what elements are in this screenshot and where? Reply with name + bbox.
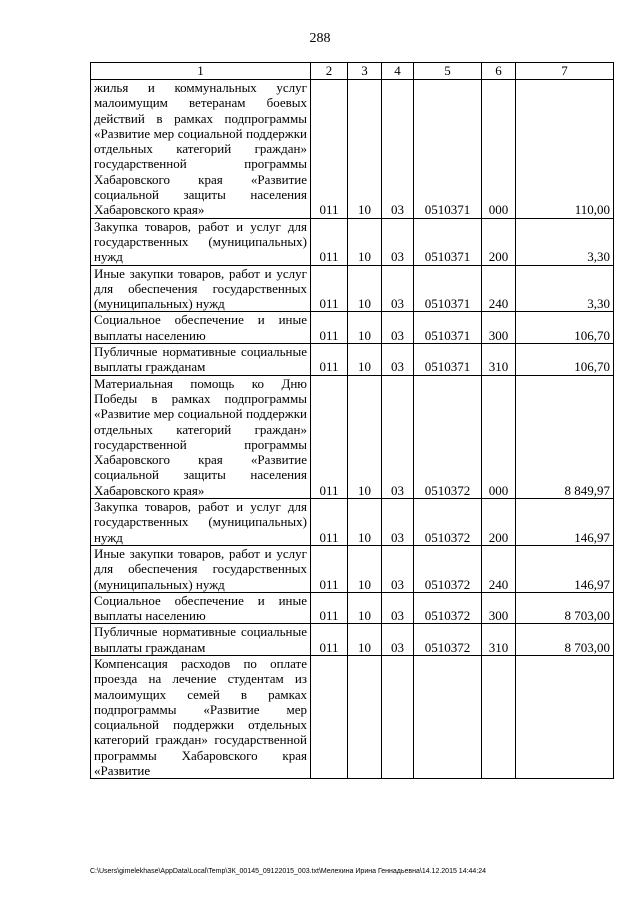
row-subsection: 03 bbox=[382, 344, 414, 376]
row-subsection: 03 bbox=[382, 218, 414, 265]
header-cell: 6 bbox=[482, 63, 516, 80]
row-subsection: 03 bbox=[382, 499, 414, 546]
row-section: 10 bbox=[348, 624, 382, 656]
header-cell: 5 bbox=[414, 63, 482, 80]
row-admin-code: 011 bbox=[311, 375, 348, 498]
row-subsection: 03 bbox=[382, 265, 414, 312]
row-expense-type: 200 bbox=[482, 499, 516, 546]
table-row bbox=[91, 592, 614, 624]
row-section: 10 bbox=[348, 545, 382, 592]
row-expense-type: 300 bbox=[482, 592, 516, 624]
row-description: Публичные нормативные социальные выплаты гражданам bbox=[91, 624, 311, 656]
row-admin-code: 011 bbox=[311, 624, 348, 656]
row-admin-code: 011 bbox=[311, 265, 348, 312]
row-section: 10 bbox=[348, 218, 382, 265]
row-expense-type: 240 bbox=[482, 265, 516, 312]
row-amount bbox=[516, 655, 614, 778]
row-target-article: 0510372 bbox=[414, 545, 482, 592]
row-target-article: 0510371 bbox=[414, 344, 482, 376]
row-amount: 3,30 bbox=[516, 218, 614, 265]
table-row bbox=[91, 218, 614, 265]
row-description: жилья и коммунальных услуг малоимущим ветеранам боевых действий в рамках подпрограммы «Развитие мер социальной поддержки отдельных категорий граждан» государственной программы Хабаровского края «Развитие социальной защиты населения Хабаровского края» bbox=[91, 80, 311, 219]
row-target-article: 0510371 bbox=[414, 265, 482, 312]
table-row bbox=[91, 344, 614, 376]
row-subsection: 03 bbox=[382, 545, 414, 592]
row-section: 10 bbox=[348, 499, 382, 546]
row-admin-code: 011 bbox=[311, 312, 348, 344]
row-admin-code: 011 bbox=[311, 218, 348, 265]
table-header-row bbox=[91, 63, 614, 80]
row-section: 10 bbox=[348, 265, 382, 312]
row-section: 10 bbox=[348, 80, 382, 219]
row-target-article: 0510371 bbox=[414, 218, 482, 265]
header-cell: 1 bbox=[91, 63, 311, 80]
table-row bbox=[91, 624, 614, 656]
row-description: Закупка товаров, работ и услуг для государственных (муниципальных) нужд bbox=[91, 499, 311, 546]
row-amount: 110,00 bbox=[516, 80, 614, 219]
row-expense-type: 300 bbox=[482, 312, 516, 344]
row-expense-type: 240 bbox=[482, 545, 516, 592]
row-target-article: 0510372 bbox=[414, 499, 482, 546]
header-cell: 4 bbox=[382, 63, 414, 80]
row-expense-type: 310 bbox=[482, 344, 516, 376]
row-target-article: 0510371 bbox=[414, 312, 482, 344]
row-subsection: 03 bbox=[382, 592, 414, 624]
row-description: Социальное обеспечение и иные выплаты населению bbox=[91, 312, 311, 344]
row-description: Социальное обеспечение и иные выплаты населению bbox=[91, 592, 311, 624]
table-row bbox=[91, 375, 614, 498]
table-row bbox=[91, 499, 614, 546]
row-section: 10 bbox=[348, 375, 382, 498]
row-admin-code: 011 bbox=[311, 344, 348, 376]
row-amount: 8 703,00 bbox=[516, 624, 614, 656]
row-amount: 106,70 bbox=[516, 312, 614, 344]
row-description: Иные закупки товаров, работ и услуг для обеспечения государственных (муниципальных) нужд bbox=[91, 545, 311, 592]
row-amount: 146,97 bbox=[516, 545, 614, 592]
row-admin-code bbox=[311, 655, 348, 778]
row-admin-code: 011 bbox=[311, 80, 348, 219]
row-section: 10 bbox=[348, 312, 382, 344]
table-row bbox=[91, 545, 614, 592]
row-description: Закупка товаров, работ и услуг для государственных (муниципальных) нужд bbox=[91, 218, 311, 265]
row-subsection bbox=[382, 655, 414, 778]
row-expense-type bbox=[482, 655, 516, 778]
row-description: Публичные нормативные социальные выплаты гражданам bbox=[91, 344, 311, 376]
row-target-article: 0510372 bbox=[414, 624, 482, 656]
header-cell: 7 bbox=[516, 63, 614, 80]
table-row bbox=[91, 80, 614, 219]
file-path-footer: C:\Users\gimelekhase\AppData\Local\Temp\ЗК_00145_09122015_003.txt\Мелехина Ирина Геннадьевна\14.12.2015 14:44:24 bbox=[90, 868, 487, 875]
budget-table bbox=[90, 62, 614, 779]
row-expense-type: 200 bbox=[482, 218, 516, 265]
header-cell: 3 bbox=[348, 63, 382, 80]
row-amount: 3,30 bbox=[516, 265, 614, 312]
row-subsection: 03 bbox=[382, 624, 414, 656]
row-target-article: 0510372 bbox=[414, 375, 482, 498]
table-row bbox=[91, 312, 614, 344]
row-amount: 106,70 bbox=[516, 344, 614, 376]
row-description: Компенсация расходов по оплате проезда на лечение студентам из малоимущих семей в рамках подпрограммы «Развитие мер социальной поддержки отдельных категорий граждан» государственной программы Хабаровского края «Развитие bbox=[91, 655, 311, 778]
row-target-article: 0510371 bbox=[414, 80, 482, 219]
row-subsection: 03 bbox=[382, 375, 414, 498]
page-number: 288 bbox=[309, 31, 331, 46]
row-description: Материальная помощь ко Дню Победы в рамках подпрограммы «Развитие мер социальной поддержки отдельных категорий граждан» государственной программы Хабаровского края «Развитие социальной защиты населения Хабаровского края» bbox=[91, 375, 311, 498]
row-amount: 8 849,97 bbox=[516, 375, 614, 498]
row-expense-type: 000 bbox=[482, 80, 516, 219]
row-section: 10 bbox=[348, 344, 382, 376]
row-admin-code: 011 bbox=[311, 592, 348, 624]
row-amount: 8 703,00 bbox=[516, 592, 614, 624]
row-expense-type: 000 bbox=[482, 375, 516, 498]
row-section bbox=[348, 655, 382, 778]
table-row bbox=[91, 655, 614, 778]
row-expense-type: 310 bbox=[482, 624, 516, 656]
header-cell: 2 bbox=[311, 63, 348, 80]
row-subsection: 03 bbox=[382, 80, 414, 219]
row-subsection: 03 bbox=[382, 312, 414, 344]
row-admin-code: 011 bbox=[311, 499, 348, 546]
row-section: 10 bbox=[348, 592, 382, 624]
row-admin-code: 011 bbox=[311, 545, 348, 592]
row-description: Иные закупки товаров, работ и услуг для обеспечения государственных (муниципальных) нужд bbox=[91, 265, 311, 312]
row-target-article bbox=[414, 655, 482, 778]
row-amount: 146,97 bbox=[516, 499, 614, 546]
table-row bbox=[91, 265, 614, 312]
row-target-article: 0510372 bbox=[414, 592, 482, 624]
